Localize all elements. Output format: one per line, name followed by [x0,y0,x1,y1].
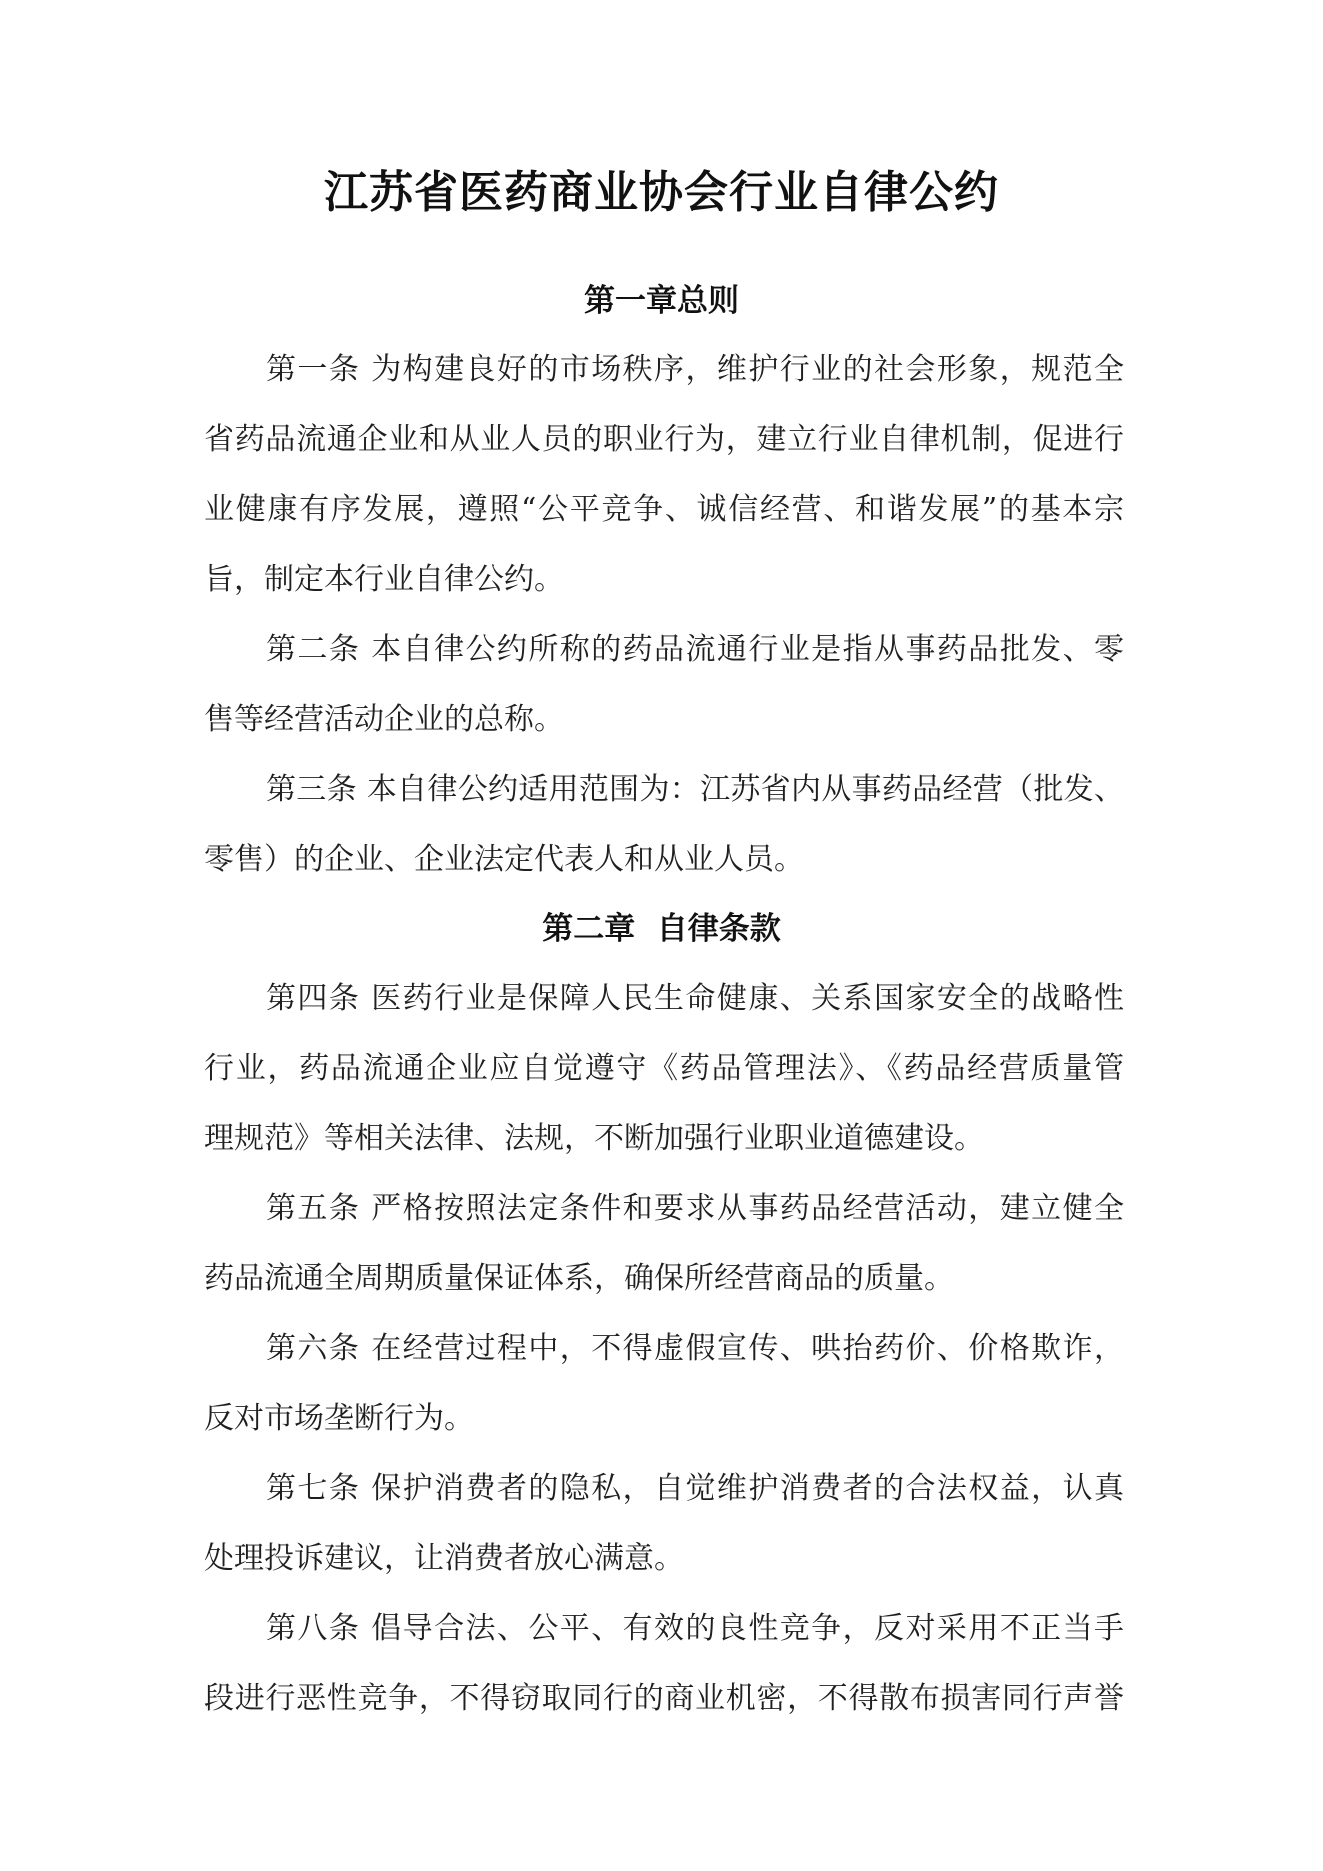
document-title: 江苏省医药商业协会行业自律公约 [324,167,999,218]
article-6-line-2: 反对市场垄断行为。 [204,1401,474,1436]
article-5-line-2: 药品流通全周期质量保证体系，确保所经营商品的质量。 [204,1261,954,1296]
article-4-line-1: 第四条 医药行业是保障人民生命健康、关系国家安全的战略性 [266,981,1124,1016]
article-6-line-1: 第六条 在经营过程中，不得虚假宣传、哄抬药价、价格欺诈， [266,1331,1124,1366]
article-7-line-1: 第七条 保护消费者的隐私，自觉维护消费者的合法权益，认真 [266,1471,1124,1506]
article-1-line-1: 第一条 为构建良好的市场秩序，维护行业的社会形象，规范全 [266,352,1124,387]
article-1-line-3: 业健康有序发展，遵照“公平竞争、诚信经营、和谐发展”的基本宗 [204,492,1124,527]
article-2-line-1: 第二条 本自律公约所称的药品流通行业是指从事药品批发、零 [266,632,1124,667]
article-3-line-2: 零售）的企业、企业法定代表人和从业人员。 [204,842,804,877]
article-1-line-2: 省药品流通企业和从业人员的职业行为，建立行业自律机制，促进行 [204,422,1124,457]
article-2-line-2: 售等经营活动企业的总称。 [204,702,564,737]
article-4-line-3: 理规范》等相关法律、法规，不断加强行业职业道德建设。 [204,1121,984,1156]
article-5-line-1: 第五条 严格按照法定条件和要求从事药品经营活动，建立健全 [266,1191,1124,1226]
article-8-line-1: 第八条 倡导合法、公平、有效的良性竞争，反对采用不正当手 [266,1611,1124,1646]
article-7-line-2: 处理投诉建议，让消费者放心满意。 [204,1541,684,1576]
chapter-2-heading: 第二章 自律条款 [542,911,781,947]
chapter-1-heading: 第一章总则 [584,283,739,319]
article-4-line-2: 行业，药品流通企业应自觉遵守《药品管理法》、《药品经营质量管 [204,1051,1124,1086]
article-3-line-1: 第三条 本自律公约适用范围为：江苏省内从事药品经营（批发、 [266,772,1124,807]
article-1-line-4: 旨，制定本行业自律公约。 [204,562,564,597]
article-8-line-2: 段进行恶性竞争，不得窃取同行的商业机密，不得散布损害同行声誉 [204,1681,1124,1716]
